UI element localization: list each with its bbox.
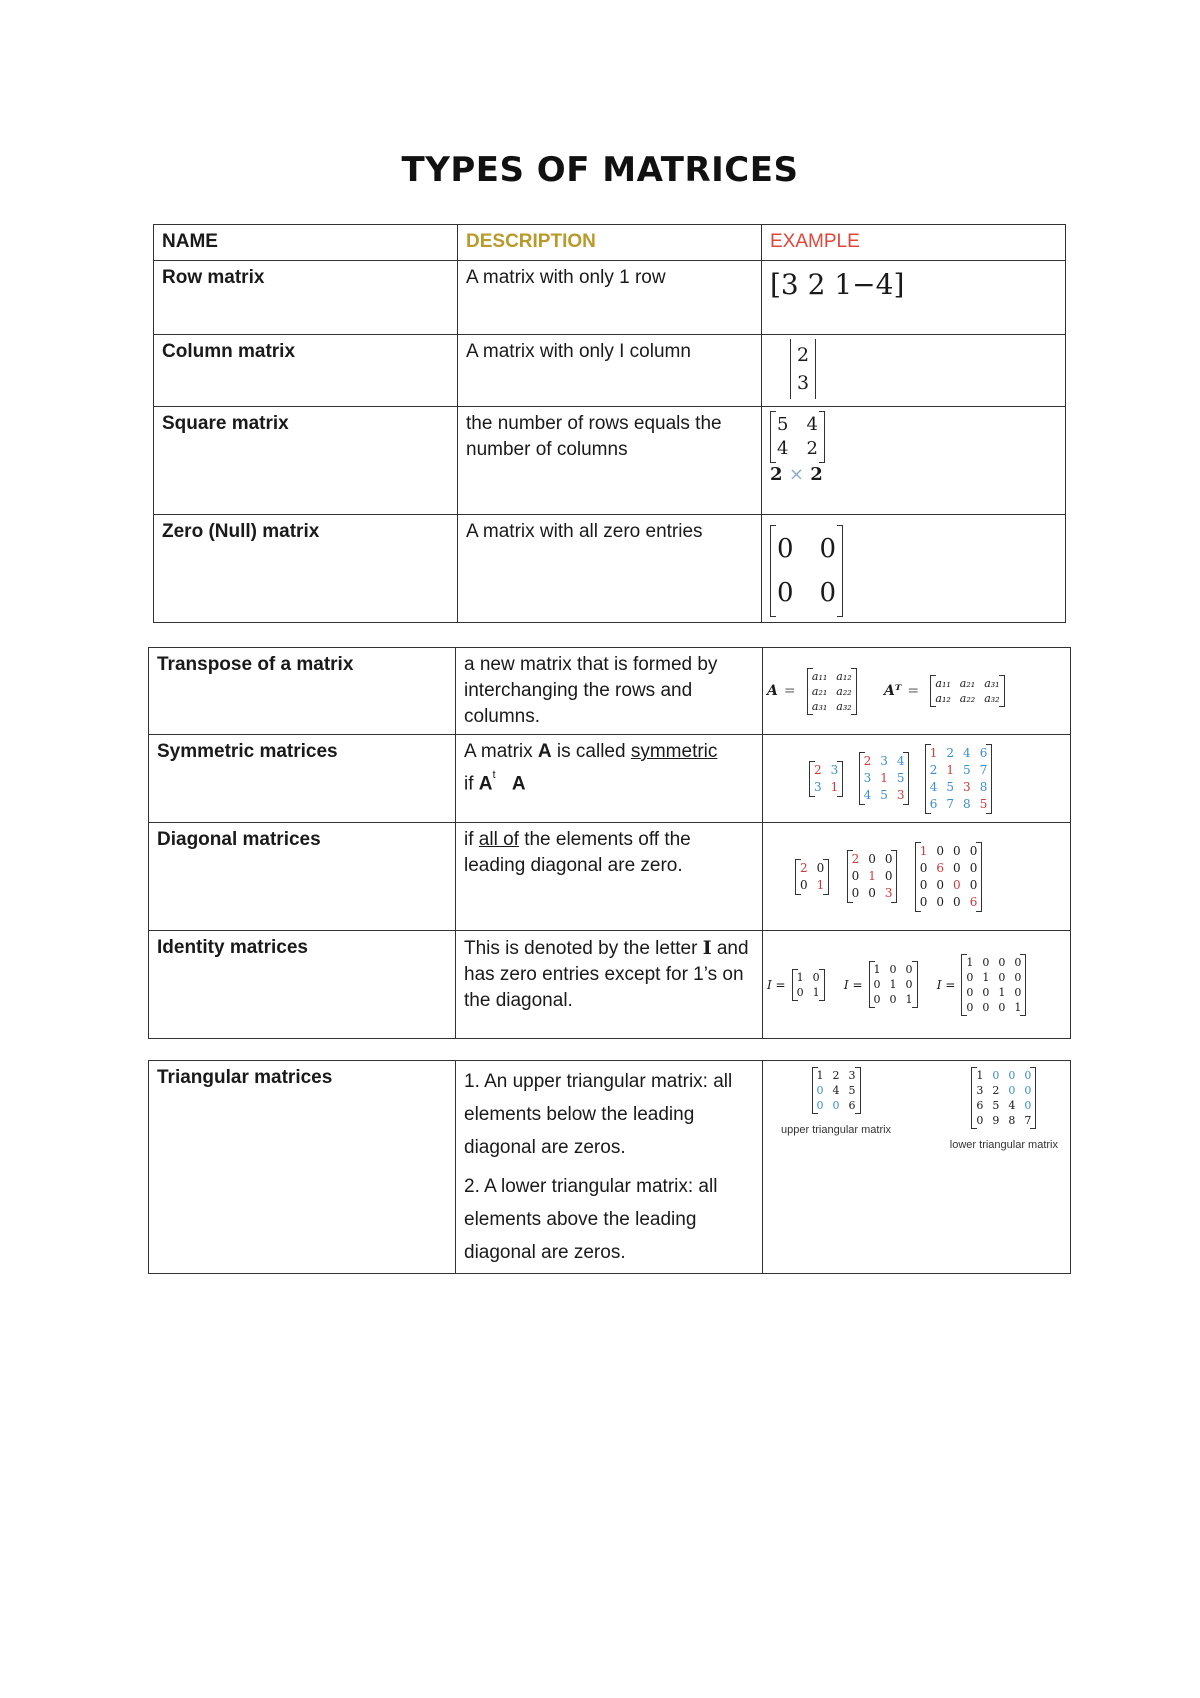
matrix-entry: 3 — [797, 372, 810, 394]
matrix-entry: 2 — [797, 344, 810, 366]
identity-example: I = 1 0 0 1 I = 1 0 0 0 1 0 0 0 1 I = 1 0 0 0 0 1 0 0 0 0 1 0 0 0 0 1 — [763, 931, 1071, 1039]
square-matrix-desc: the number of rows equals the number of columns — [458, 407, 762, 515]
diagonal-name: Diagonal matrices — [149, 823, 456, 931]
symmetric-desc: A matrix A is called symmetric if $A^ᵗ$ A — [456, 735, 763, 823]
matrix-entry: 5 — [777, 414, 789, 435]
identity-name: Identity matrices — [149, 931, 456, 1039]
diagonal-matrix-2x2: 2 0 0 1 — [795, 859, 829, 895]
column-matrix-desc: A matrix with only I column — [458, 335, 762, 407]
symmetric-example — [763, 735, 1071, 823]
lower-triangular-caption: lower triangular matrix — [949, 1139, 1058, 1151]
column-matrix-example — [762, 335, 1066, 407]
diagonal-matrix-4x4: 1 0 0 0 0 6 0 0 0 0 0 0 0 0 0 6 — [915, 842, 983, 912]
upper-triangular-example — [781, 1067, 891, 1158]
column-matrix — [790, 339, 816, 399]
matrix-entry: 0 — [819, 578, 837, 608]
square-matrix — [770, 411, 825, 463]
matrix-table-2 — [148, 647, 1071, 1039]
triangular-desc: 1. An upper triangular matrix: all elements below the leading diagonal are zeros. 2. A lower triangular matrix: all elements above the leading diagonal are zeros. — [456, 1061, 763, 1274]
row-matrix-desc: A matrix with only 1 row — [458, 261, 762, 335]
lower-triangular-example — [950, 1067, 1058, 1158]
upper-triangular-caption: upper triangular matrix — [781, 1124, 892, 1136]
zero-matrix-example — [762, 515, 1066, 623]
symmetric-matrix-2x2: 2 3 3 1 — [809, 761, 843, 797]
matrix-entry: 4 — [806, 414, 818, 435]
triangular-name: Triangular matrices — [149, 1061, 456, 1274]
zero-matrix — [770, 525, 843, 617]
matrix-table-3 — [148, 1060, 1071, 1274]
transpose-example: A = a₁₁ a₁₂ a₂₁ a₂₂ a₃₁ a₃₂ Aᵀ = a₁₁ a₂₁ a₃₁ a₁₂ a₂₂ a₃₂ — [763, 648, 1071, 735]
triangular-example — [763, 1061, 1071, 1274]
matrix-entry: 0 — [819, 534, 837, 564]
symmetric-matrix-4x4: 1 2 4 6 2 1 5 7 4 5 3 8 6 7 8 5 — [925, 744, 993, 814]
zero-matrix-desc: A matrix with all zero entries — [458, 515, 762, 623]
diagonal-matrix-3x3: 2 0 0 0 1 0 0 0 3 — [847, 850, 898, 903]
matrix-entry: 0 — [777, 578, 794, 608]
identity-matrix-2x2: 1 0 0 1 — [792, 969, 825, 1001]
square-matrix-name: Square matrix — [154, 407, 458, 515]
zero-matrix-name: Zero (Null) matrix — [154, 515, 458, 623]
transpose-desc: a new matrix that is formed by interchanging the rows and columns. — [456, 648, 763, 735]
header-description: DESCRIPTION — [458, 225, 762, 261]
identity-desc: This is denoted by the letter I and has zero entries except for 1’s on the diagonal. — [456, 931, 763, 1039]
matrix-entry: 2 — [806, 438, 818, 459]
transpose-matrix-a: a₁₁ a₁₂ a₂₁ a₂₂ a₃₁ a₃₂ — [807, 668, 857, 715]
matrix-entry: 0 — [777, 534, 794, 564]
matrix-entry: 4 — [777, 438, 789, 459]
lower-triangular-matrix: 1 0 0 0 3 2 0 0 6 5 4 0 0 9 8 7 — [971, 1067, 1036, 1129]
symmetric-matrix-3x3: 2 3 4 3 1 5 4 5 3 — [859, 752, 910, 805]
diagonal-example — [763, 823, 1071, 931]
transpose-matrix-at: a₁₁ a₂₁ a₃₁ a₁₂ a₂₂ a₃₂ — [930, 675, 1004, 707]
row-matrix-name: Row matrix — [154, 261, 458, 335]
header-name: NAME — [154, 225, 458, 261]
symmetric-name: Symmetric matrices — [149, 735, 456, 823]
header-example: EXAMPLE — [762, 225, 1066, 261]
identity-matrix-4x4: 1 0 0 0 0 1 0 0 0 0 1 0 0 0 0 1 — [961, 954, 1026, 1016]
row-matrix-value: [3 2 1−4] — [770, 268, 905, 301]
row-matrix-example — [762, 261, 1066, 335]
page-title: TYPES OF MATRICES — [401, 150, 799, 190]
diagonal-desc: if all of the elements off the leading diagonal are zero. — [456, 823, 763, 931]
square-matrix-example — [762, 407, 1066, 515]
upper-triangular-matrix: 1 2 3 0 4 5 0 0 6 — [812, 1067, 861, 1114]
identity-matrix-3x3: 1 0 0 0 1 0 0 0 1 — [869, 961, 918, 1008]
transpose-name: Transpose of a matrix — [149, 648, 456, 735]
column-matrix-name: Column matrix — [154, 335, 458, 407]
square-matrix-dimension: 2 × 2 — [770, 464, 823, 485]
matrix-table-1 — [153, 224, 1066, 623]
